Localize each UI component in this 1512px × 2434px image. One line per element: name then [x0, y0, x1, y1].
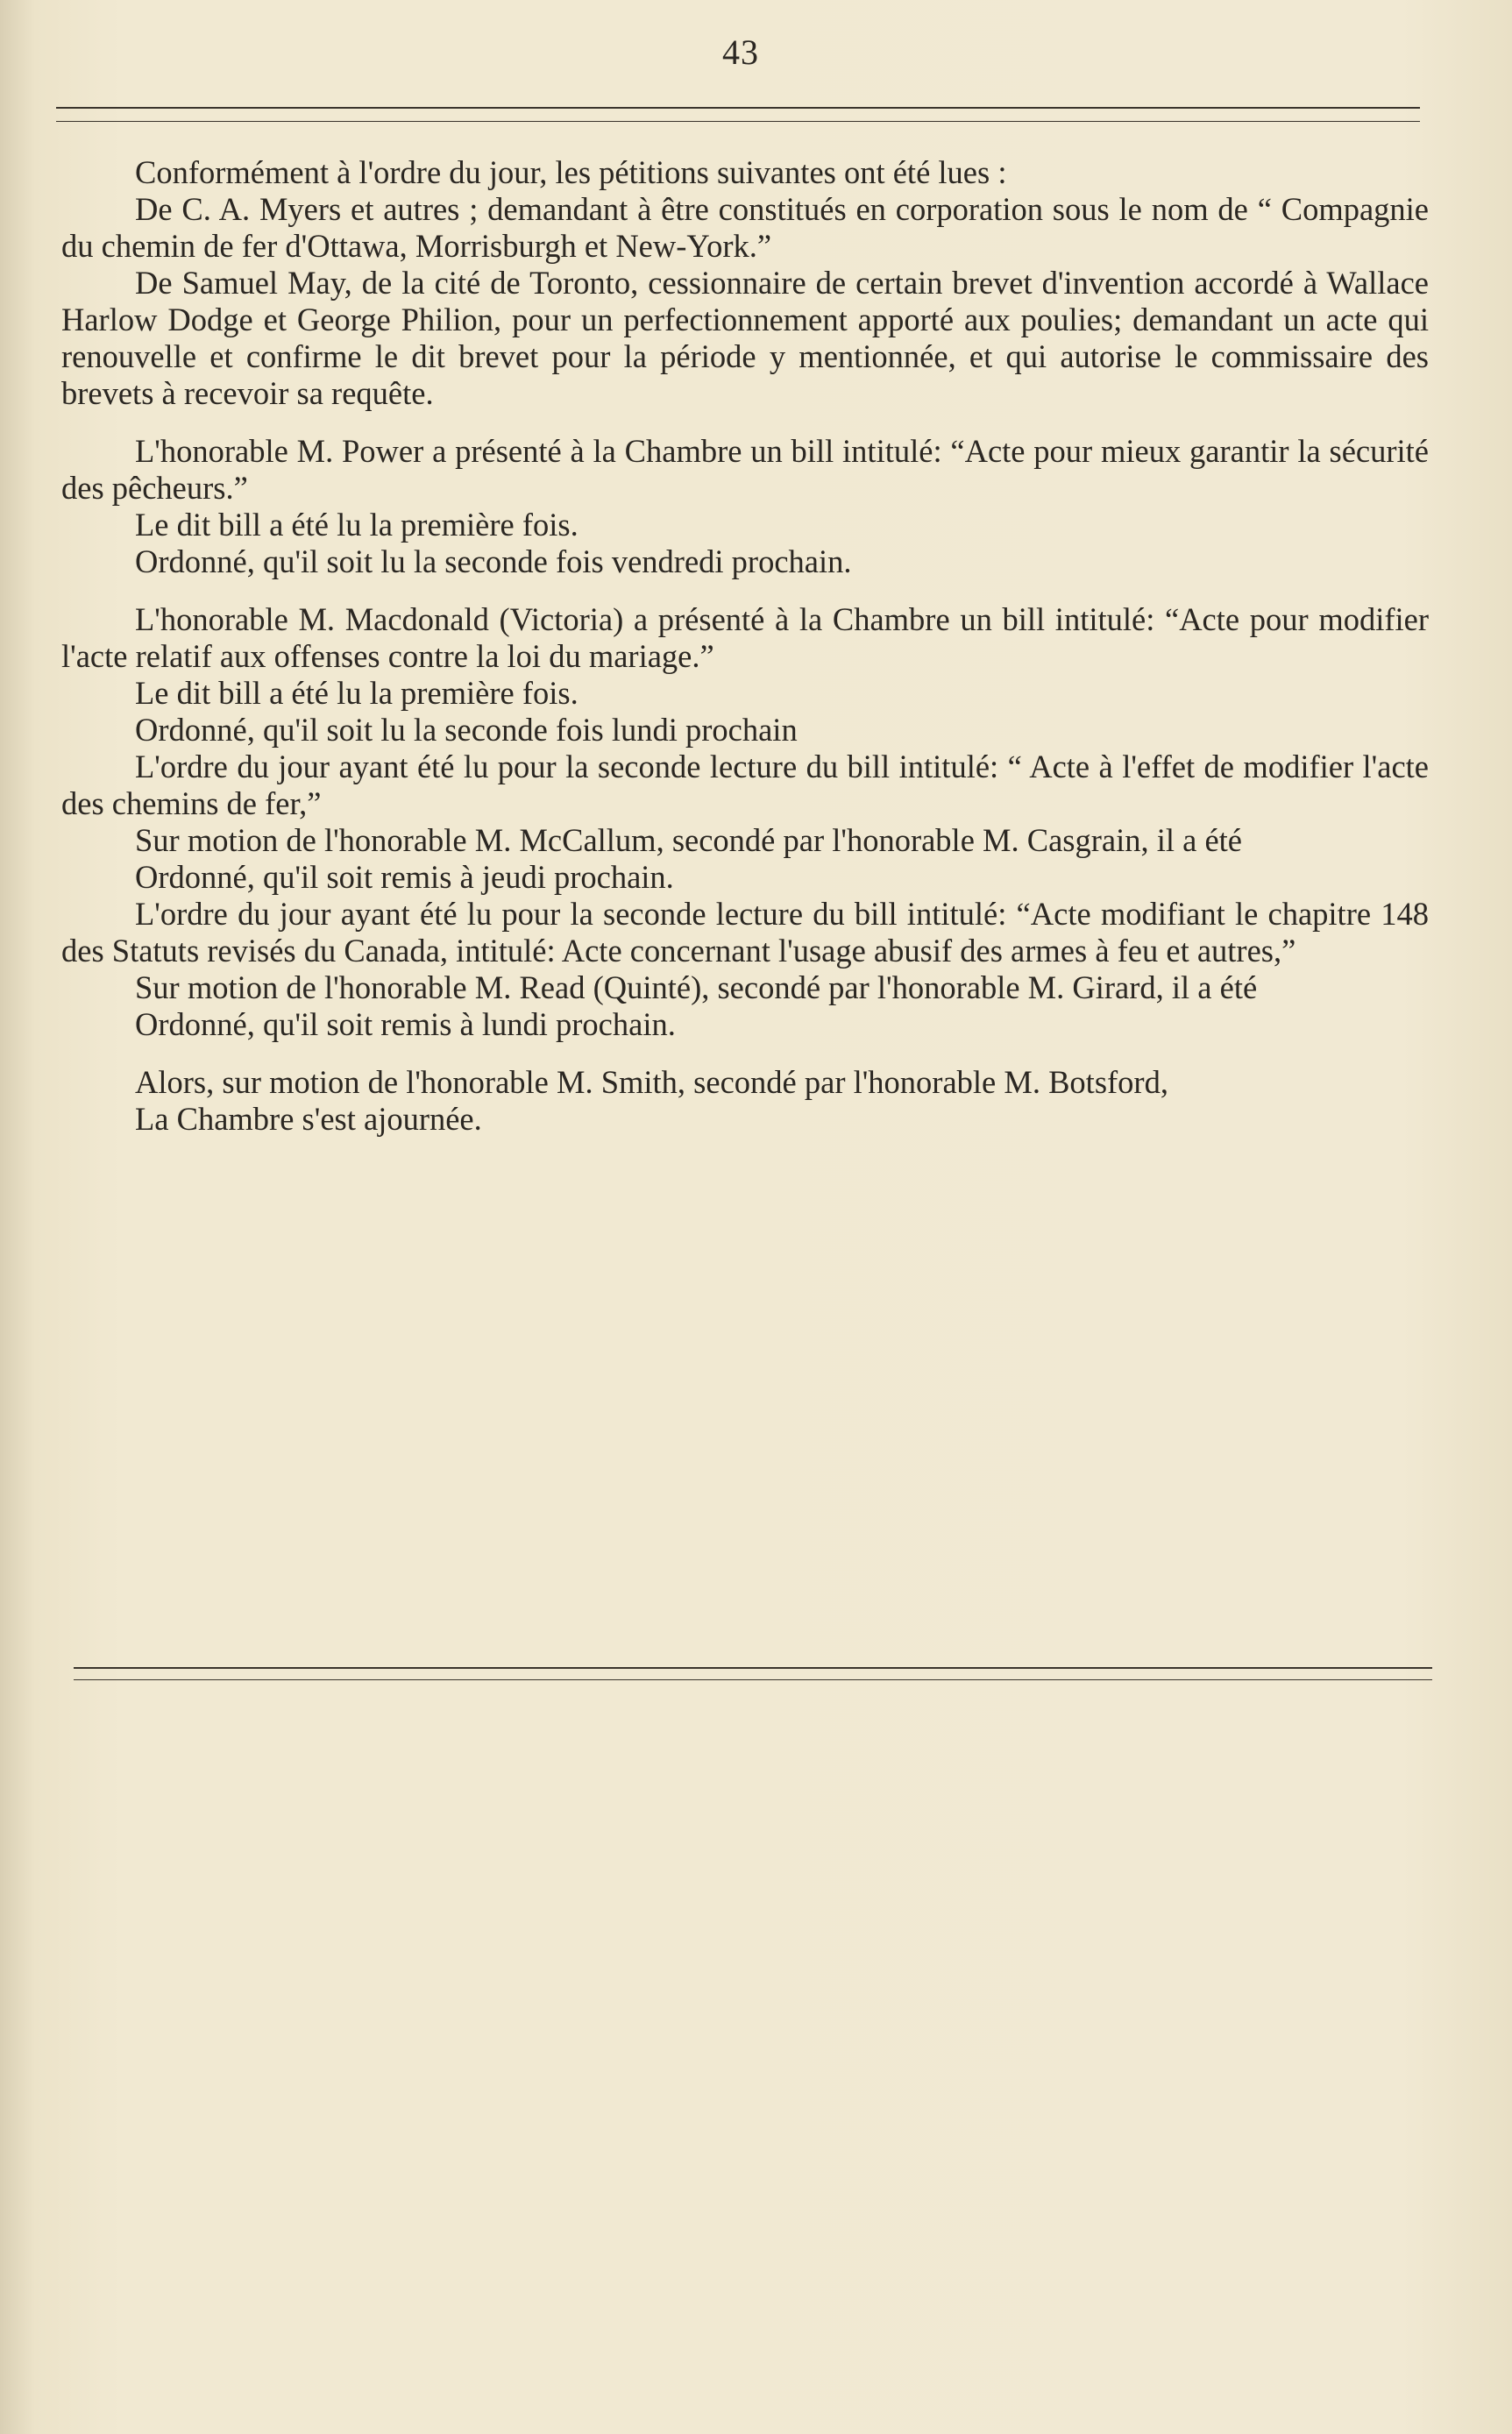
header-rule-top: [56, 107, 1420, 109]
paragraph-motion-mccallum: Sur motion de l'honorable M. McCallum, secondé par l'honorable M. Casgrain, il a été: [135, 822, 1242, 858]
paragraph-order-railways: L'ordre du jour ayant été lu pour la seconde lecture du bill intitulé: “ Acte à l'effet de modifier l'acte des chemins de fer,”: [61, 749, 1429, 821]
paragraph-deferred-order: Ordonné, qu'il soit remis à jeudi prochain.: [135, 859, 674, 895]
paragraph-first-reading: Le dit bill a été lu la première fois.: [135, 675, 579, 711]
paragraph-bill-macdonald: L'honorable M. Macdonald (Victoria) a présenté à la Chambre un bill intitulé: “Acte pour modifier l'acte relatif aux offenses contre la loi du mariage.”: [61, 601, 1429, 674]
header-rule-bottom: [56, 121, 1420, 122]
closing-block: [61, 1064, 1429, 1138]
paragraph-petition-myers: De C. A. Myers et autres ; demandant à être constitués en corporation sous le nom de “ Compagnie du chemin de fer d'Ottawa, Morrisburgh et New-York.”: [61, 191, 1429, 264]
closing-motion-line: Alors, sur motion de l'honorable M. Smith, secondé par l'honorable M. Botsford,: [135, 1064, 1168, 1100]
paragraph-first-reading: Le dit bill a été lu la première fois.: [135, 507, 579, 543]
paragraph-petition-may: De Samuel May, de la cité de Toronto, cessionnaire de certain brevet d'invention accordé à Wallace Harlow Dodge et George Philion, pour un perfectionnement apporté aux poulies; demandant un acte qui renouvelle et confirme le dit brevet pour la période y mentionnée, et qui autorise le commissaire des brevets à recevoir sa requête.: [61, 265, 1429, 411]
paragraph-second-reading-order: Ordonné, qu'il soit lu la seconde fois lundi prochain: [135, 712, 798, 748]
paragraph-order-firearms: L'ordre du jour ayant été lu pour la seconde lecture du bill intitulé: “Acte modifiant le chapitre 148 des Statuts revisés du Canada, intitulé: Acte concernant l'usage abusif des armes à feu et autres,”: [61, 896, 1429, 969]
closing-adjournment-line: La Chambre s'est ajournée.: [135, 1101, 482, 1137]
paragraph-deferred-order: Ordonné, qu'il soit remis à lundi prochain.: [135, 1006, 676, 1042]
paragraph-bill-power: L'honorable M. Power a présenté à la Chambre un bill intitulé: “Acte pour mieux garantir la sécurité des pêcheurs.”: [61, 433, 1429, 506]
paragraph-petitions-intro: Conformément à l'ordre du jour, les pétitions suivantes ont été lues :: [135, 154, 1007, 190]
paragraph-motion-read: Sur motion de l'honorable M. Read (Quinté), secondé par l'honorable M. Girard, il a été: [135, 969, 1258, 1005]
paragraph-second-reading-order: Ordonné, qu'il soit lu la seconde fois vendredi prochain.: [135, 543, 852, 579]
footer-rule-bottom: [74, 1679, 1432, 1680]
footer-rule-top: [74, 1667, 1432, 1669]
page-number: 43: [722, 32, 759, 72]
journal-text: [61, 154, 1429, 1138]
